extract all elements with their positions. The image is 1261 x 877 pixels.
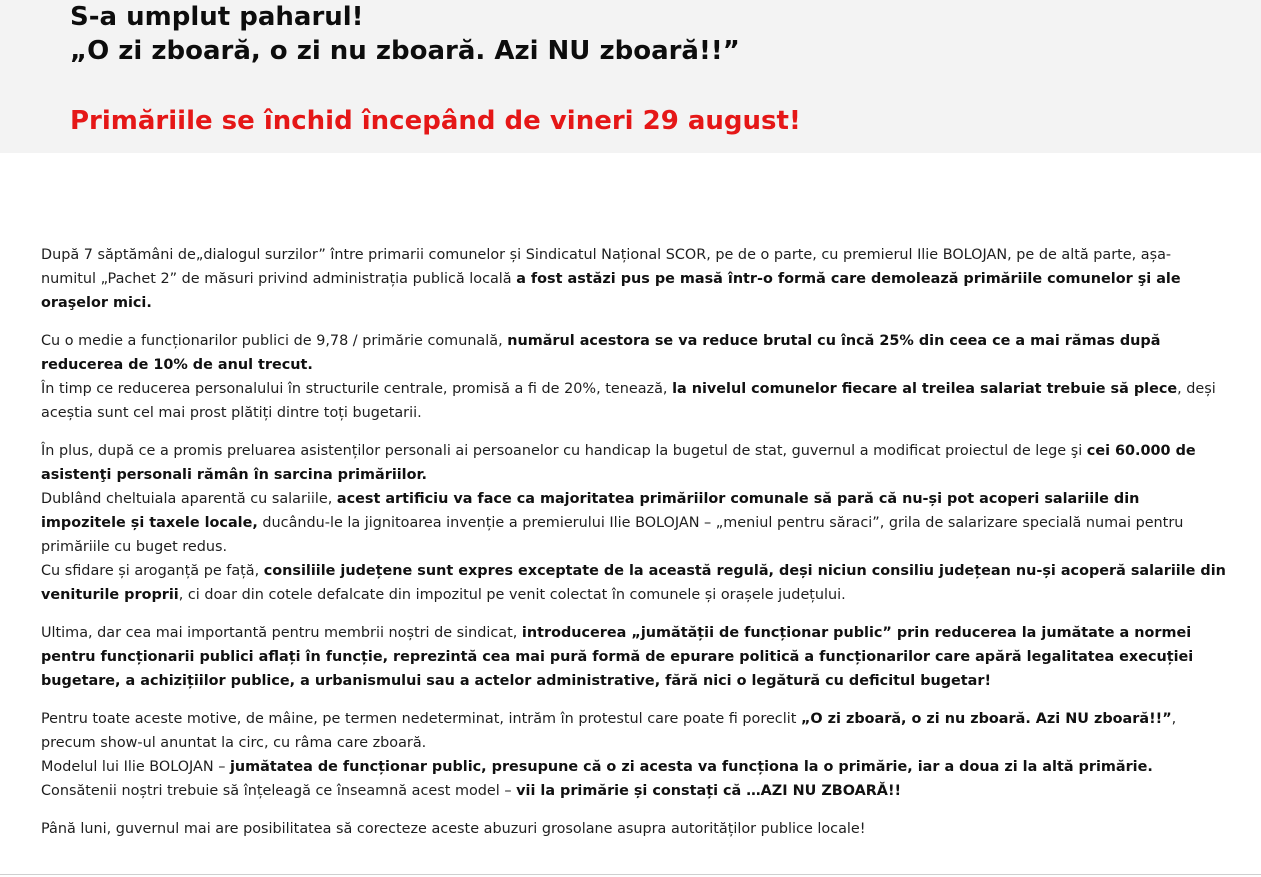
emphasis-run: acest artificiu va face ca majoritatea primăriilor comunale să pară că nu-și pot acoperi salariile din impozitele și taxele locale, [41,491,1140,531]
text-run: După 7 săptămâni de„dialogul surzilor” între primarii comunelor și Sindicatul Național SCOR, pe de o parte, cu premierul Ilie BOLOJAN, pe de altă parte, așa-numitul „Pachet 2” de măsuri privind administrația publică locală [41,247,1172,287]
text-run: Modelul lui Ilie BOLOJAN – [41,759,230,775]
emphasis-run: jumătatea de funcționar public, presupune că o zi acesta va funcționa la o primărie, iar a doua zi la altă primărie. [229,759,1153,775]
emphasis-run: vii la primărie și constați că …AZI NU ZBOARĂ!! [516,783,902,799]
emphasis-run: numărul acestora se va reduce brutal cu încă 25% din ceea ce a mai rămas după reducerea de 10% de anul trecut. [41,333,1161,373]
text-run: În plus, după ce a promis preluarea asistenților personali ai persoanelor cu handicap la bugetul de stat, guvernul a modificat proiectul de lege şi [41,443,1087,459]
text-run: Ultima, dar cea mai importantă pentru membrii noștri de sindicat, [41,625,522,641]
text-run: , precum show-ul anuntat la circ, cu râma care zboară. [41,711,1177,751]
text-run: Cu o medie a funcționarilor publici de 9,78 / primărie comunală, [41,333,508,349]
text-run: Cu sfidare și aroganță pe față, [41,563,264,579]
emphasis-run: la nivelul comunelor fiecare al treilea salariat trebuie să plece [672,381,1178,397]
text-run: Consătenii noștri trebuie să înțeleagă ce înseamnă acest model – [41,783,517,799]
alert-subheadline: Primăriile se închid începând de vineri 29 august! [70,106,801,136]
bottom-divider [0,874,1261,875]
headline-line-1: S-a umplut paharul! [70,2,364,32]
paragraph-5 [41,707,1226,803]
text-run: Până luni, guvernul mai are posibilitatea să corecteze aceste abuzuri grosolane asupra autorităților publice locale! [41,821,866,837]
emphasis-run: consiliile județene sunt expres exceptate de la această regulă, deși niciun consiliu județean nu-și acoperă salariile din veniturile proprii [41,563,1226,603]
paragraph-2 [41,329,1226,425]
paragraph-4 [41,621,1226,693]
paragraph-3 [41,439,1226,607]
text-run: Pentru toate aceste motive, de mâine, pe termen nedeterminat, intrăm în protestul care poate fi poreclit [41,711,801,727]
text-run: , ci doar din cotele defalcate din impozitul pe venit colectat în comunele și orașele județului. [178,587,846,603]
headline [70,0,740,68]
text-run: În timp ce reducerea personalului în structurile centrale, promisă a fi de 20%, tenează, [41,381,673,397]
text-run: , deși aceștia sunt cel mai prost plătiți dintre toți bugetarii. [41,381,1216,421]
emphasis-run: introducerea „jumătății de funcționar public” prin reducerea la jumătate a normei pentru funcționarii publici aflați în funcție, reprezintă cea mai pură formă de epurare politică a funcționarilor care apără legalitatea execuției bugetare, a achizițiilor publice, a urbanismului sau a actelor administrative, fără nici o legătură cu deficitul bugetar! [41,625,1194,689]
text-run: Dublând cheltuiala aparentă cu salariile, [41,491,337,507]
paragraph-1 [41,243,1226,315]
text-run: ducându-le la jignitoarea invenție a premierului Ilie BOLOJAN – „meniul pentru săraci”, grila de salarizare specială numai pentru primăriile cu buget redus. [41,515,1184,555]
paragraph-6 [41,817,1226,841]
article-body [41,243,1226,855]
headline-line-2: „O zi zboară, o zi nu zboară. Azi NU zboară!!” [70,36,740,66]
emphasis-run: „O zi zboară, o zi nu zboară. Azi NU zboară!!” [800,711,1172,727]
emphasis-run: a fost astăzi pus pe masă într-o formă care demolează primăriile comunelor şi ale oraşelor mici. [41,271,1181,311]
emphasis-run: cei 60.000 de asistenţi personali rămân în sarcina primăriilor. [41,443,1196,483]
